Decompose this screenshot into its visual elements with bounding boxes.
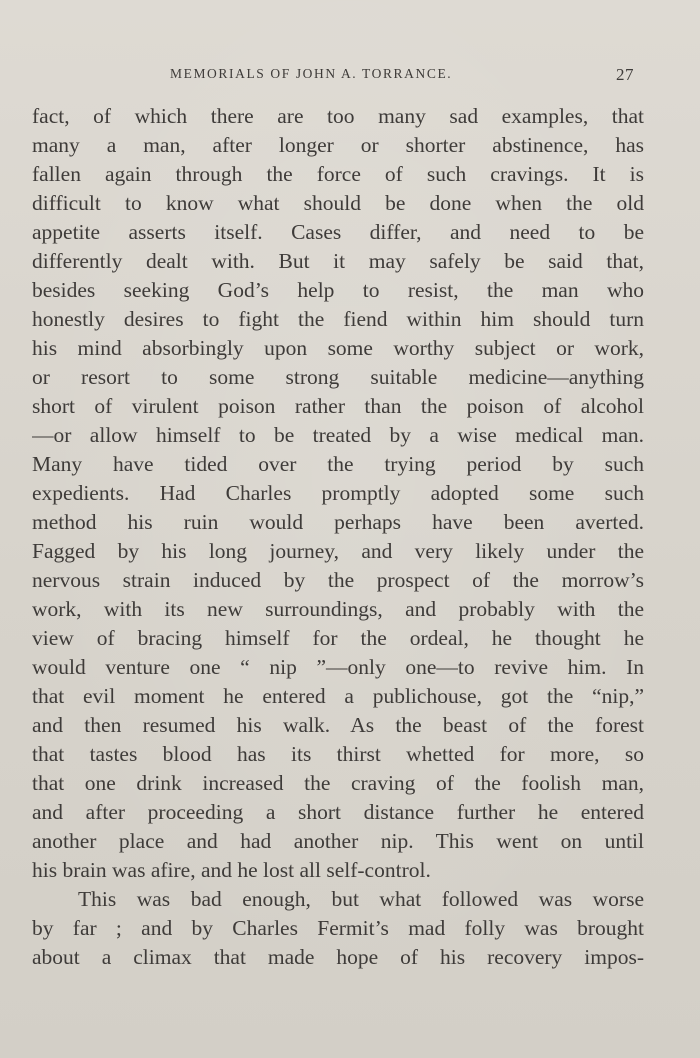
page-number: 27 — [616, 65, 634, 84]
text-line: fact, of which there are too many sad examples, that — [32, 104, 644, 128]
text-line: view of bracing himself for the ordeal, he thought he — [32, 626, 644, 650]
text-line: short of virulent poison rather than the poison of alcohol — [32, 394, 644, 418]
text-line: besides seeking God’s help to resist, the man who — [32, 278, 644, 302]
text-line: that evil moment he entered a publichouse, got the “nip,” — [32, 684, 644, 708]
text-line: and then resumed his walk. As the beast of the forest — [32, 713, 644, 737]
text-line: This was bad enough, but what followed was worse — [78, 887, 644, 911]
text-line: method his ruin would perhaps have been averted. — [32, 510, 644, 534]
text-line: honestly desires to fight the fiend within him should turn — [32, 307, 644, 331]
text-line: difficult to know what should be done when the old — [32, 191, 644, 215]
text-line: differently dealt with. But it may safely be said that, — [32, 249, 644, 273]
text-line: would venture one “ nip ”—only one—to revive him. In — [32, 655, 644, 679]
text-line: Many have tided over the trying period by such — [32, 452, 644, 476]
text-line: about a climax that made hope of his recovery impos- — [32, 945, 644, 969]
text-line: or resort to some strong suitable medicine—anything — [32, 365, 644, 389]
text-line: —or allow himself to be treated by a wise medical man. — [32, 423, 644, 447]
text-line: his mind absorbingly upon some worthy subject or work, — [32, 336, 644, 360]
text-line: many a man, after longer or shorter abstinence, has — [32, 133, 644, 157]
text-line: another place and had another nip. This went on until — [32, 829, 644, 853]
paragraph — [32, 102, 644, 885]
running-title: MEMORIALS OF JOHN A. TORRANCE. — [170, 66, 453, 81]
text-line: Fagged by his long journey, and very likely under the — [32, 539, 644, 563]
text-line: work, with its new surroundings, and probably with the — [32, 597, 644, 621]
text-line: his brain was afire, and he lost all self-control. — [32, 858, 431, 882]
text-line: by far ; and by Charles Fermit’s mad folly was brought — [32, 916, 644, 940]
text-line: that one drink increased the craving of the foolish man, — [32, 771, 644, 795]
body-text — [32, 102, 644, 972]
running-head — [0, 66, 700, 90]
text-line: expedients. Had Charles promptly adopted some such — [32, 481, 644, 505]
text-line: appetite asserts itself. Cases differ, and need to be — [32, 220, 644, 244]
text-line: and after proceeding a short distance further he entered — [32, 800, 644, 824]
paragraph — [32, 885, 644, 972]
text-line: fallen again through the force of such cravings. It is — [32, 162, 644, 186]
text-line: that tastes blood has its thirst whetted for more, so — [32, 742, 644, 766]
text-line: nervous strain induced by the prospect of the morrow’s — [32, 568, 644, 592]
